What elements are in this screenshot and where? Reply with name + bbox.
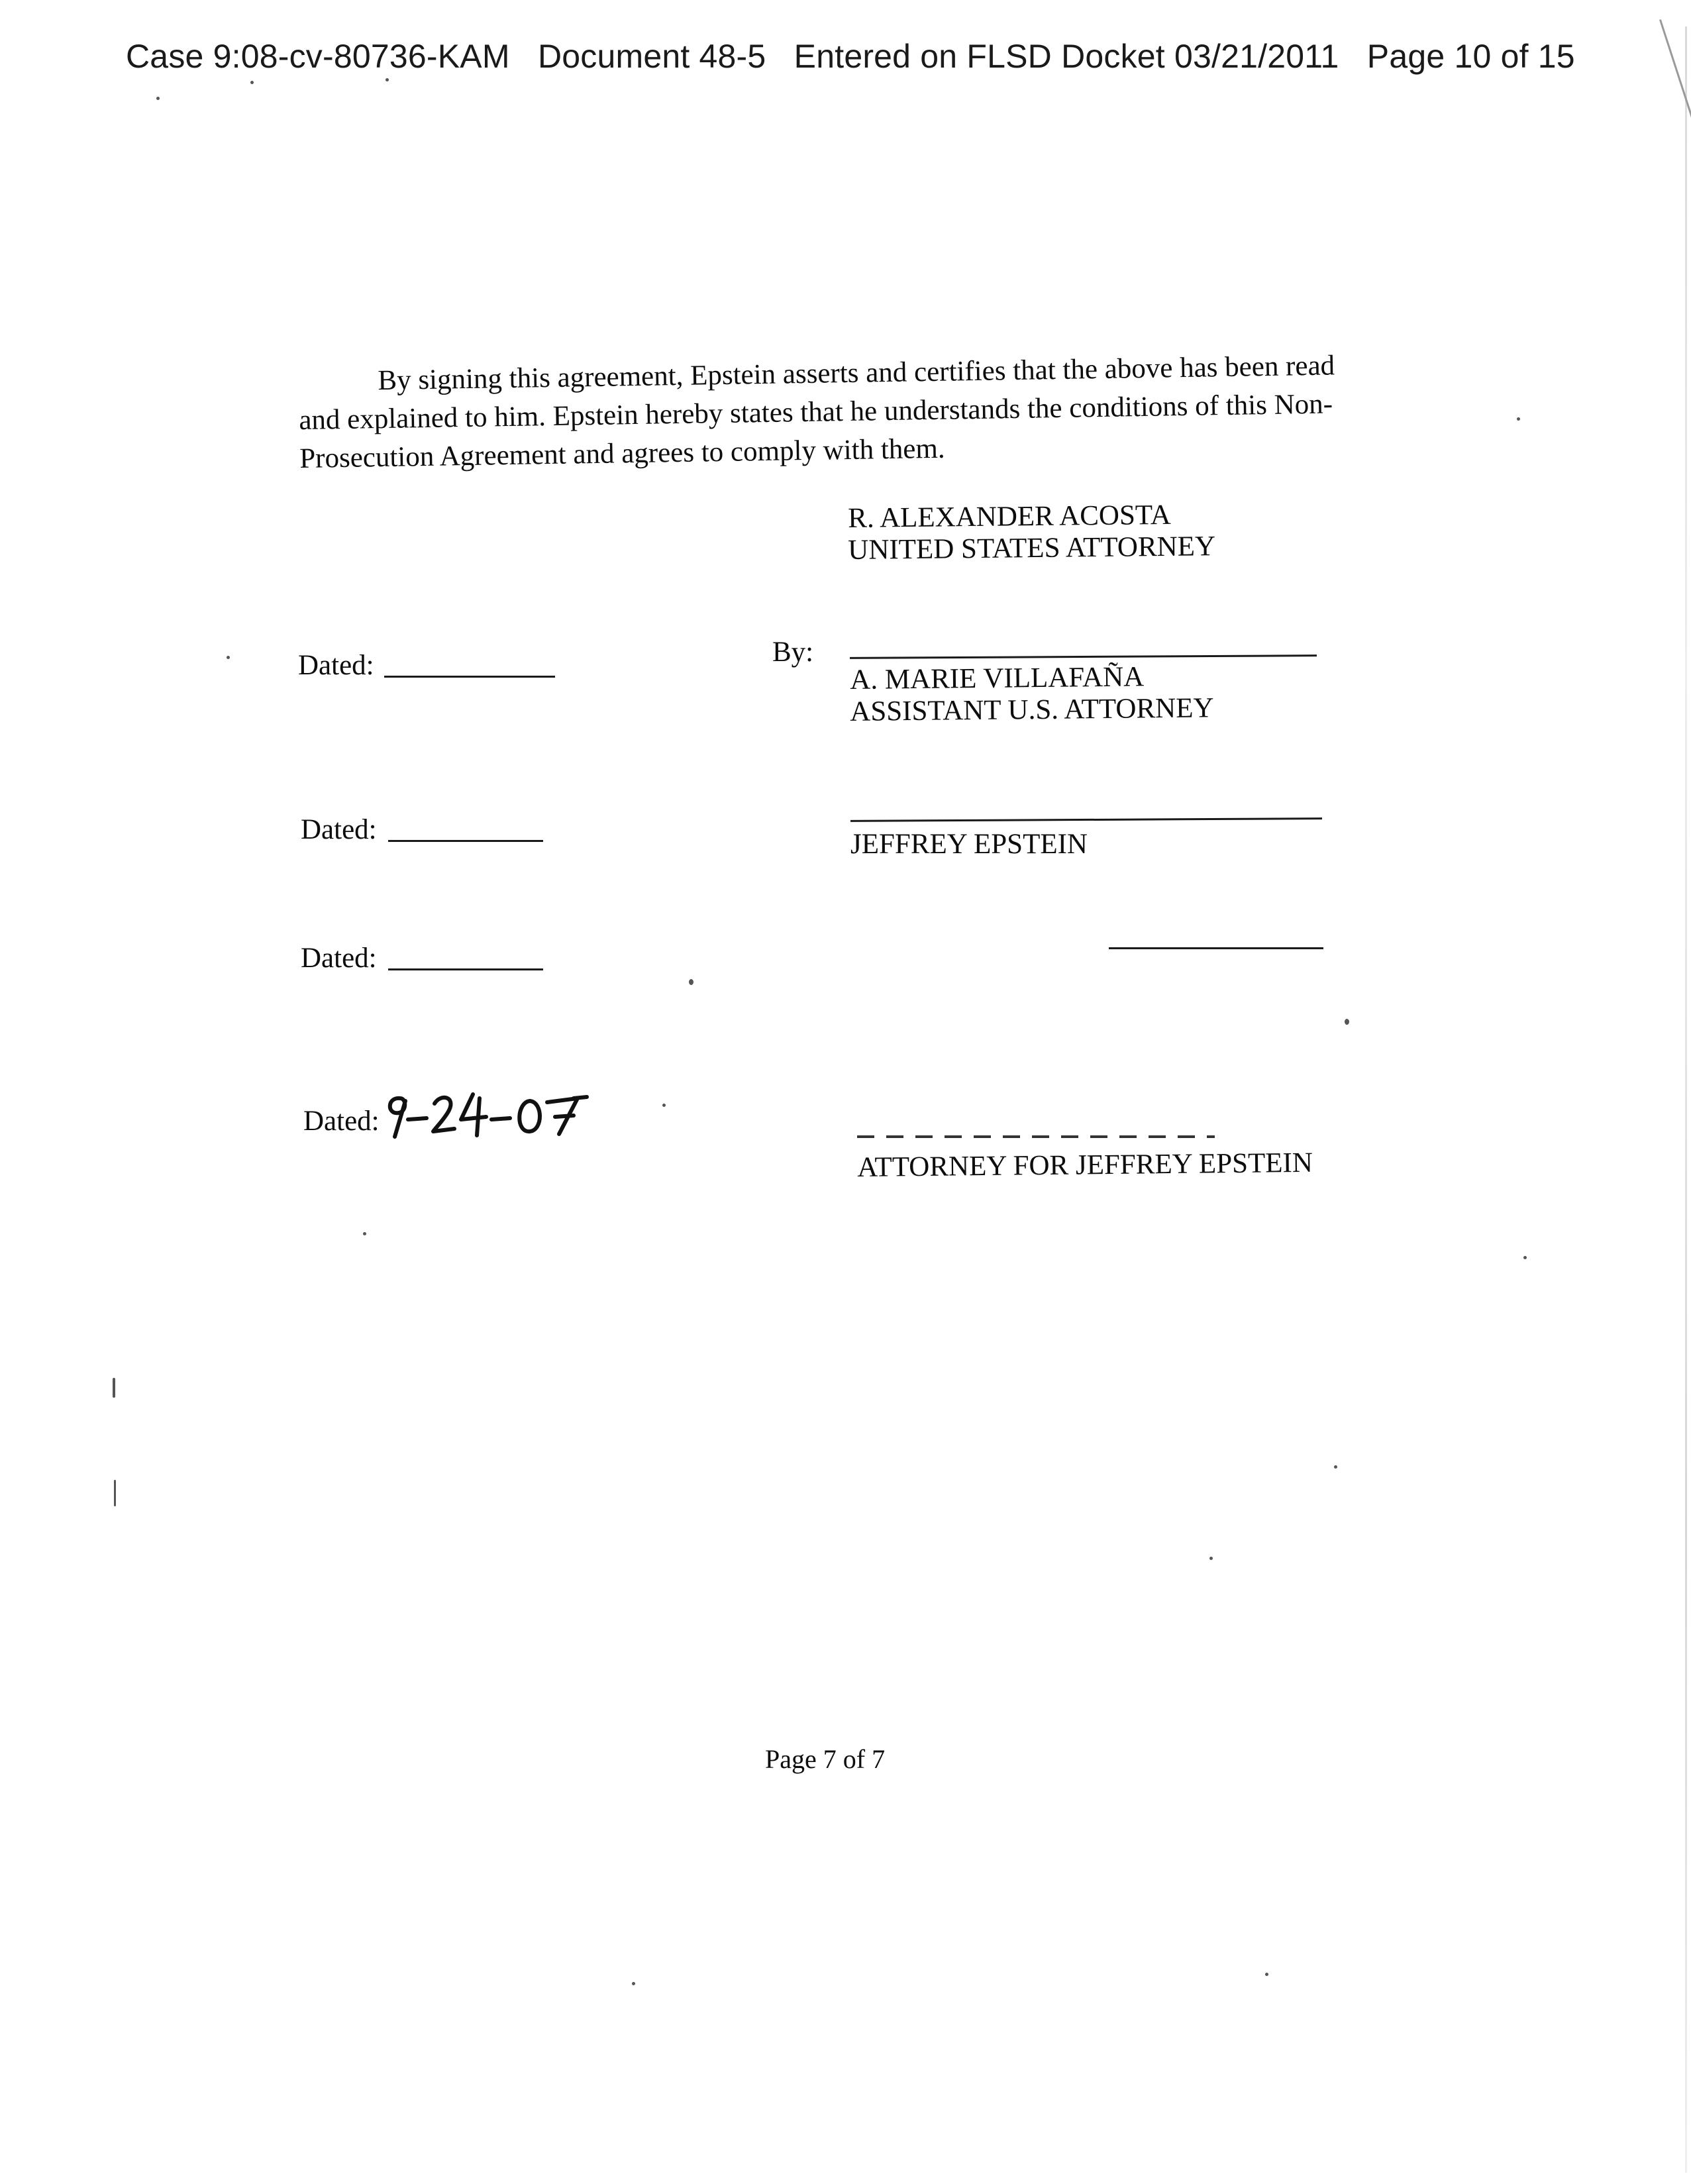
scan-speck (1265, 1973, 1268, 1976)
counsel-signature-remnant (857, 1135, 1215, 1138)
counsel-title: ATTORNEY FOR JEFFREY EPSTEIN (857, 1147, 1313, 1183)
scan-speck (227, 656, 230, 659)
defendant-signature-line (850, 817, 1322, 822)
ausa-title: ASSISTANT U.S. ATTORNEY (850, 692, 1214, 727)
scan-speck (1334, 1465, 1337, 1469)
us-attorney-title: UNITED STATES ATTORNEY (848, 531, 1216, 566)
scan-edge (1685, 26, 1687, 2173)
dated-label-1: Dated: (298, 650, 374, 681)
scan-speck (363, 1232, 366, 1235)
us-attorney-name: R. ALEXANDER ACOSTA (848, 499, 1171, 534)
ausa-name: A. MARIE VILLAFAÑA (850, 661, 1145, 696)
certification-paragraph (298, 346, 1333, 478)
scan-speck (156, 97, 160, 100)
handwritten-date-ink (380, 1078, 592, 1145)
dated-blank-3 (388, 968, 543, 970)
scan-speck (250, 81, 254, 84)
dated-label-3: Dated: (301, 943, 377, 974)
scan-speck (1523, 1256, 1527, 1259)
page-number: Page 7 of 7 (765, 1744, 886, 1774)
scan-speck (385, 78, 389, 81)
scan-speck (1517, 417, 1520, 421)
additional-signature-line (1109, 947, 1323, 949)
scan-speck (113, 1378, 115, 1398)
handwritten-date (380, 1078, 592, 1148)
docket-header: Case 9:08-cv-80736-KAM Document 48-5 Entered on FLSD Docket 03/21/2011 Page 10 of 15 (126, 38, 1575, 75)
scan-speck (662, 1104, 666, 1107)
ausa-signature-line (850, 654, 1317, 659)
scan-speck (1209, 1557, 1213, 1560)
scan-speck (1345, 1019, 1349, 1025)
dated-label-4: Dated: (303, 1106, 380, 1137)
paragraph-line-2: and explained to him. Epstein hereby states that he understands the conditions of this Non- (298, 388, 1333, 436)
scan-speck (114, 1480, 116, 1506)
dated-label-2: Dated: (301, 814, 377, 845)
paragraph-line-1: By signing this agreement, Epstein asserts and certifies that the above has been read (378, 350, 1335, 397)
scan-speck (689, 979, 693, 985)
scan-speck (632, 1982, 635, 1985)
defendant-name: JEFFREY EPSTEIN (850, 829, 1088, 860)
dated-blank-1 (384, 676, 555, 678)
dated-blank-2 (388, 840, 543, 842)
by-label: By: (772, 637, 814, 668)
paragraph-line-3: Prosecution Agreement and agrees to comply with them. (299, 433, 945, 474)
